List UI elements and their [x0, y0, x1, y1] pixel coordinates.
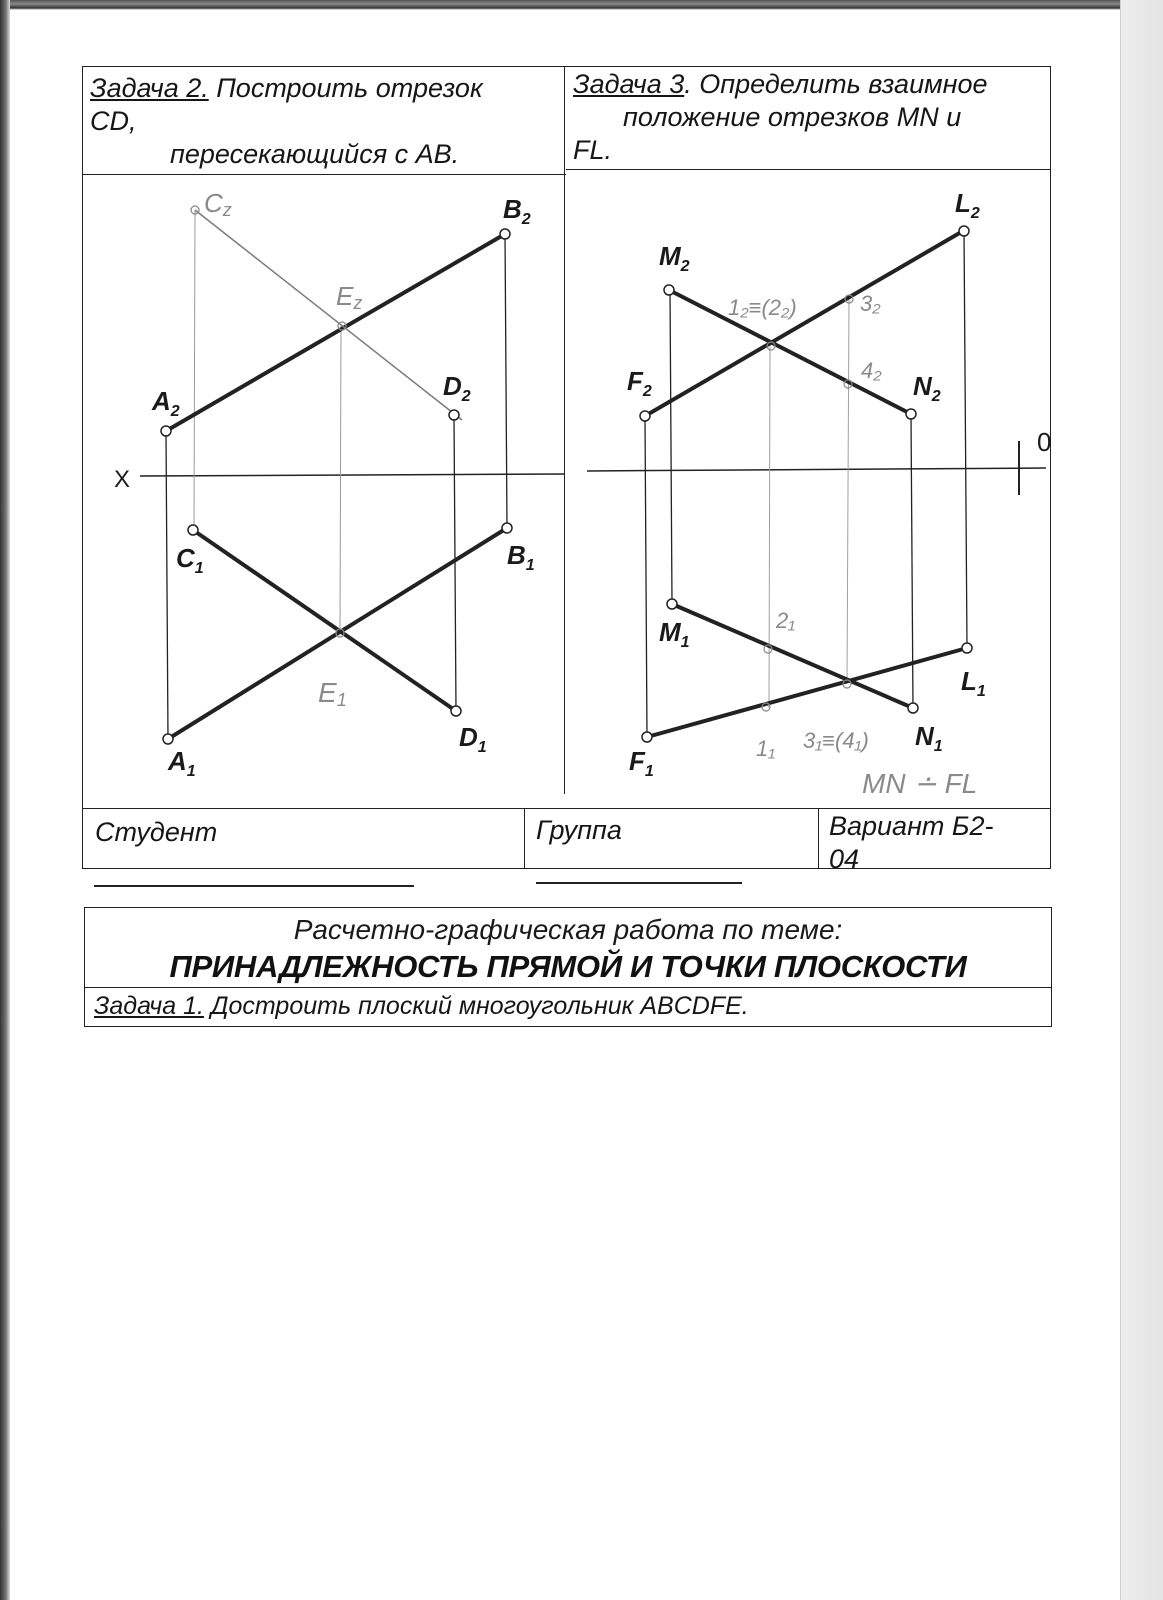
projection-line-f [645, 417, 647, 737]
task3-label: Задача 3 [573, 69, 685, 99]
answer-mn-fl: MN ∸ FL [862, 768, 978, 799]
task2-text-line2: CD, [90, 106, 137, 136]
projection-line-l [964, 231, 967, 648]
group-label: Группа [536, 815, 622, 845]
task1-label: Задача 1. [94, 992, 204, 1020]
point-l2 [959, 226, 969, 236]
annotation-1-1: 1₁ [756, 736, 776, 761]
point-f2 [640, 411, 650, 421]
label-f1: $F_1$ [629, 746, 654, 780]
student-signature-line[interactable] [94, 885, 414, 887]
point-m2 [664, 285, 674, 295]
projection-line-34 [847, 298, 849, 683]
title-block-divider [84, 987, 1052, 988]
label-e1: E1 [318, 677, 347, 710]
annotation-2-1: 2₁ [776, 608, 796, 633]
task2-text-line3: пересекающийся с AB. [170, 139, 460, 169]
label-a1: $A_1$ [168, 746, 196, 780]
label-m1: $M_1$ [659, 617, 690, 651]
annotation-3-2: 3₂ [860, 291, 881, 316]
projection-line-12 [769, 345, 770, 708]
projection-line-m [670, 290, 672, 604]
label-f2: $F_2$ [627, 366, 652, 400]
title-subtitle: Расчетно-графическая работа по теме: [293, 914, 843, 945]
variant-block [829, 810, 1049, 876]
title-main: ПРИНАДЛЕЖНОСТЬ ПРЯМОЙ И ТОЧКИ ПЛОСКОСТИ [169, 949, 967, 984]
task2-label: Задача 2. [90, 73, 209, 103]
label-n1: $N_1$ [915, 721, 943, 755]
annotation-3-1-eq-4-1: 3₁≡(4₁) [803, 728, 869, 753]
label-e2: Ez [336, 281, 363, 313]
label-n2: $N_2$ [913, 371, 941, 405]
variant-value: 04 [829, 844, 860, 874]
task3-text-line1: . Определить взаимное [684, 69, 988, 99]
label-l1: $L_1$ [961, 666, 986, 700]
footer-col-divider-1 [524, 808, 525, 869]
label-b1: $B_1$ [507, 540, 535, 574]
point-n1 [908, 703, 918, 713]
label-c1: $C_1$ [176, 543, 204, 577]
point-l1 [962, 643, 972, 653]
task1-line [94, 992, 749, 1021]
label-d2: $D_2$ [443, 371, 471, 405]
label-c2: Cz [204, 188, 232, 220]
task3-text-line2: положение отрезков MN и [623, 102, 962, 132]
o-axis-label: 0 [1037, 427, 1052, 457]
task3-text-line3: FL. [573, 135, 613, 165]
label-m2: $M_2$ [659, 241, 690, 275]
annotation-1-2-eq-2-2: 1₂≡(2₂) [728, 295, 797, 320]
task1-text: Достроить плоский многоугольник ABCDFE. [203, 992, 749, 1020]
o-axis-line [587, 468, 1046, 471]
point-n2 [906, 409, 916, 419]
x-axis-label: X [114, 466, 131, 493]
student-label: Студент [95, 817, 218, 847]
variant-label: Вариант Б2- [829, 811, 994, 841]
footer-col-divider-2 [818, 808, 819, 869]
label-l2: $L_2$ [955, 188, 980, 222]
label-d1: $D_1$ [459, 722, 487, 756]
group-signature-line[interactable] [536, 882, 742, 884]
point-m1 [667, 599, 677, 609]
annotation-4-2: 4₂ [861, 358, 882, 383]
task2-text-line1: Построить отрезок [208, 73, 483, 103]
point-f1 [642, 732, 652, 742]
label-b2: $B_2$ [503, 194, 531, 228]
label-a2: $A_2$ [152, 386, 180, 420]
footer-divider [82, 808, 1051, 809]
